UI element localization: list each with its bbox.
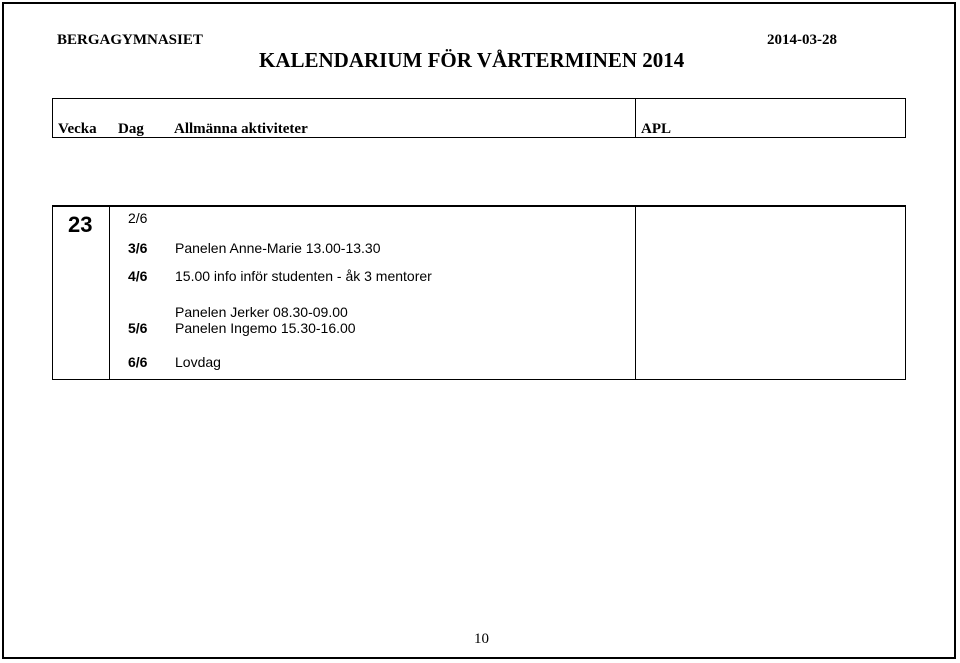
day-label: 3/6 [128,240,148,256]
column-header-day: Dag [118,121,144,137]
activity-text: 15.00 info inför studenten - åk 3 mentorer [175,268,432,284]
apl-column-divider [635,98,636,138]
column-header-activities: Allmänna aktiviteter [174,121,308,137]
activity-text: Panelen Anne-Marie 13.00-13.30 [175,240,381,256]
apl-column-divider [635,205,636,380]
week-table [52,205,906,380]
school-name: BERGAGYMNASIET [57,32,203,48]
document-date: 2014-03-28 [767,32,837,48]
page-title: KALENDARIUM FÖR VÅRTERMINEN 2014 [259,48,685,72]
day-label: 4/6 [128,268,148,284]
week-number: 23 [68,212,93,237]
day-label: 6/6 [128,354,148,370]
day-label: 5/6 [128,320,148,336]
column-header-apl: APL [641,121,671,137]
activity-text: Panelen Jerker 08.30-09.00 [175,304,348,320]
week-column-divider [109,205,110,380]
activity-text: Panelen Ingemo 15.30-16.00 [175,320,356,336]
day-label: 2/6 [128,210,148,226]
activity-text: Lovdag [175,354,221,370]
column-header-week: Vecka [58,121,97,137]
page-number: 10 [474,631,489,647]
